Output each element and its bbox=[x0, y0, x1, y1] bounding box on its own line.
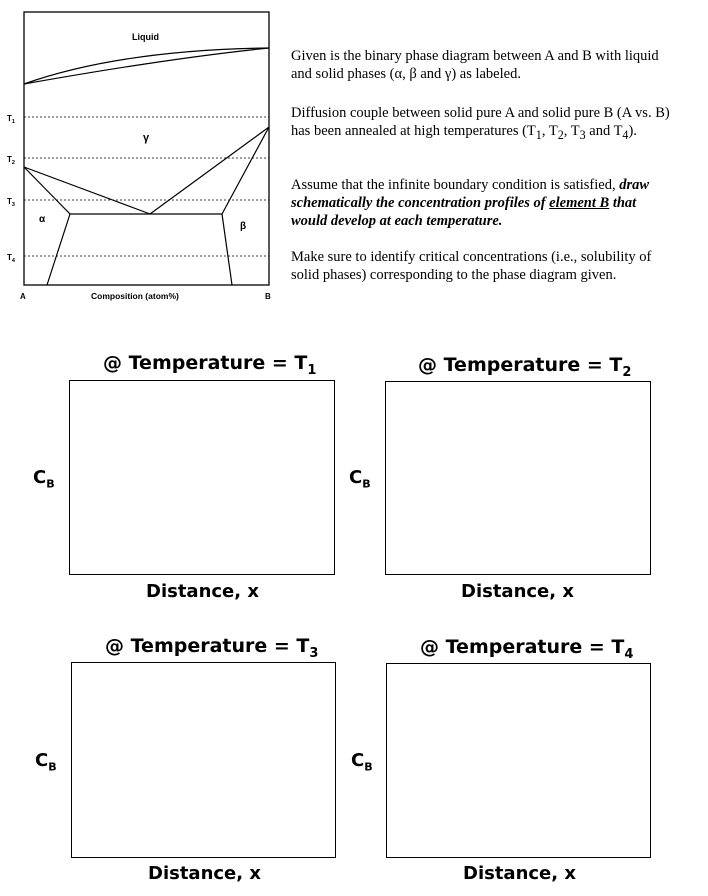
t1-subscript: 1 bbox=[11, 119, 15, 125]
assume-paragraph: Assume that the infinite boundary condition is satisfied, draw schematically the concentration profiles of element B that would develop at each temperature. bbox=[291, 177, 650, 229]
liquid-label: Liquid bbox=[132, 32, 159, 42]
t3-subscript: 3 bbox=[11, 202, 15, 208]
composition-axis-label: Composition (atom%) bbox=[91, 291, 179, 301]
gamma-alpha-boundary bbox=[24, 167, 150, 214]
panel-4-title: @ Temperature = $T_4$ bbox=[420, 636, 634, 662]
alpha-solvus bbox=[47, 214, 70, 285]
beta-upper-boundary bbox=[222, 127, 269, 214]
panel-1-title: @ Temperature = $T_1$ bbox=[103, 352, 317, 378]
alpha-upper-boundary bbox=[24, 167, 70, 214]
diffusion-paragraph: Diffusion couple between solid pure A and solid pure B (A vs. B) has been annealed at high temperatures ($T_1$, $T_2$, $T_3$ and $T_4$). bbox=[291, 105, 670, 142]
beta-label: β bbox=[240, 221, 247, 232]
solubility-paragraph: Make sure to identify critical concentrations (i.e., solubility of solid phases) corresponding to the phase diagram given. bbox=[291, 249, 652, 283]
t2-subscript: 2 bbox=[11, 160, 15, 166]
t1-label bbox=[7, 114, 15, 125]
svg-text:T2: $T_2$ bbox=[7, 155, 15, 166]
solidus-line bbox=[24, 48, 269, 84]
panel-3-ylabel: $C_B$ bbox=[35, 750, 57, 774]
panel-2-title: @ Temperature = $T_2$ bbox=[418, 354, 632, 380]
panel-2-drawing-box[interactable] bbox=[385, 381, 651, 575]
panel-1-xlabel: Distance, x bbox=[146, 581, 259, 602]
gamma-label: γ bbox=[143, 132, 150, 144]
panel-2-ylabel: $C_B$ bbox=[349, 467, 371, 491]
panel-4-ylabel: $C_B$ bbox=[351, 750, 373, 774]
panel-4-drawing-box[interactable] bbox=[386, 663, 651, 858]
beta-solvus bbox=[222, 214, 232, 285]
panel-3-xlabel: Distance, x bbox=[148, 863, 261, 884]
t4-subscript: 4 bbox=[11, 258, 15, 264]
t2-label bbox=[7, 155, 15, 166]
svg-text:T3: $T_3$ bbox=[7, 197, 15, 208]
panel-3-title: @ Temperature = $T_3$ bbox=[105, 635, 319, 661]
panel-3-drawing-box[interactable] bbox=[71, 662, 336, 858]
svg-text:T1: $T_1$ bbox=[7, 114, 15, 125]
panel-4-xlabel: Distance, x bbox=[463, 863, 576, 884]
liquidus-line bbox=[24, 48, 269, 84]
panel-1-ylabel: $C_B$ bbox=[33, 467, 55, 491]
svg-text:T4: $T_4$ bbox=[7, 253, 15, 264]
b-axis-label: B bbox=[265, 292, 271, 301]
panel-2-xlabel: Distance, x bbox=[461, 581, 574, 602]
a-axis-label: A bbox=[20, 292, 26, 301]
t3-label bbox=[7, 197, 15, 208]
t4-label bbox=[7, 253, 16, 264]
intro-paragraph: Given is the binary phase diagram between A and B with liquid and solid phases (α, β and γ) as labeled. bbox=[291, 48, 659, 82]
panel-1-drawing-box[interactable] bbox=[69, 380, 335, 575]
alpha-label: α bbox=[39, 214, 46, 225]
gamma-beta-boundary bbox=[150, 127, 269, 214]
phase-diagram bbox=[0, 0, 290, 310]
